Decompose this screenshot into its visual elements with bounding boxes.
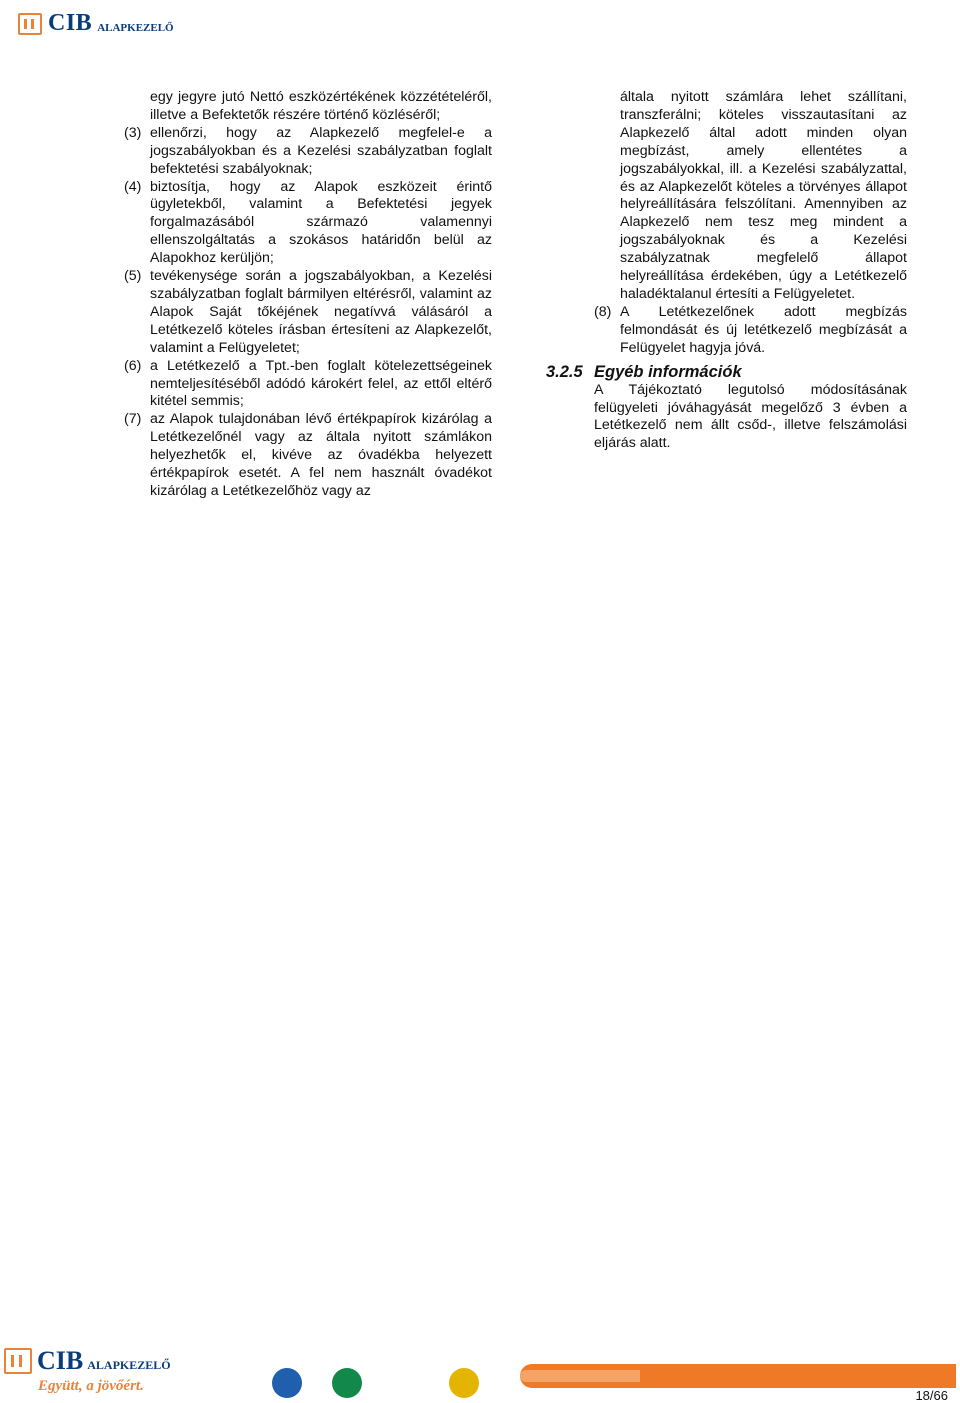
list-item — [124, 358, 492, 412]
green-dot-decoration — [332, 1368, 362, 1398]
footer-slogan: Együtt, a jövőért. — [38, 1378, 144, 1394]
header-logo — [18, 10, 174, 37]
yellow-dot-decoration — [449, 1368, 479, 1398]
logo-text: CIB — [48, 10, 93, 36]
item-text: a Letétkezelő a Tpt.-ben foglalt kötelezettségeinek nemteljesítéséből adódó károkért felel, az ettől eltérő kitétel semmis; — [150, 357, 492, 410]
section-number: 3.2.5 — [546, 362, 583, 381]
item-text: ellenőrzi, hogy az Alapkezelő megfelel-e a jogszabályokban és a Kezelési szabályzatban foglalt befektetési szabályoknak; — [150, 124, 492, 177]
cib-logo-icon — [18, 13, 42, 35]
footer-logo-text: CIB — [37, 1346, 84, 1375]
item-text: tevékenysége során a jogszabályokban, a Kezelési szabályzatban foglalt bármilyen eltérésről, valamint az Alapok Saját tőkéjének negatívvá válásáról a Letétkezelő köteles írásban értesíteni az Alapkezelőt, valamint a Felügyeletet; — [150, 268, 492, 356]
footer-logo — [4, 1346, 174, 1400]
footer-logo-subtitle: ALAPKEZELŐ — [87, 1357, 171, 1372]
list-item — [594, 304, 907, 358]
list-item — [124, 268, 492, 358]
page-number: 18/66 — [915, 1388, 948, 1403]
footer-stripe — [520, 1364, 956, 1388]
list-item — [124, 179, 492, 269]
logo-subtitle: ALAPKEZELŐ — [97, 21, 174, 34]
item-number: (4) — [124, 178, 142, 195]
section-title: Egyéb információk — [594, 362, 742, 381]
item-text: biztosítja, hogy az Alapok eszközeit érintő ügyletekből, valamint a Befektetési jegyek forgalmazásából származó valamennyi ellenszolgáltatás a szokásos határidőn belül az Alapokhoz kerüljön; — [150, 178, 492, 267]
item-number: (3) — [124, 124, 142, 141]
section-heading — [546, 362, 907, 382]
item-number: (8) — [594, 303, 612, 320]
continuation-paragraph: általa nyitott számlára lehet szállítani, transzferálni; köteles visszautasítani az Alapkezelő által adott minden olyan megbízást, amely ellentétes a jogszabályokkal, ill. a Kezelési szabályzattal, és az Alapkezelőt köteles a törvényes állapot helyreállítására felszólítani. Amennyiben az Alapkezelő nem tesz meg mindent a jogszabályoknak és a Kezelési szabályzatnak megfelelő állapot helyreállítása érdekében, úgy a Letétkezelő haladéktalanul értesíti a Felügyeletet. — [620, 89, 907, 302]
left-column — [124, 89, 492, 501]
blue-dot-decoration — [272, 1368, 302, 1398]
list-item — [124, 125, 492, 179]
item-text: A Letétkezelőnek adott megbízás felmondását és új letétkezelő megbízását a Felügyelet hagyja jóvá. — [620, 303, 907, 356]
item-number: (6) — [124, 357, 142, 374]
right-column — [546, 89, 907, 453]
list-item — [124, 411, 492, 501]
item-number: (7) — [124, 411, 142, 428]
item-number: (5) — [124, 268, 142, 285]
cib-logo-icon — [4, 1348, 32, 1374]
intro-paragraph: egy jegyre jutó Nettó eszközértékének közzétételéről, illetve a Befektetők részére történő közléséről; — [150, 89, 492, 123]
item-text: az Alapok tulajdonában lévő értékpapírok kizárólag a Letétkezelőnél vagy az általa nyitott számlákon helyezhetők el, kivéve az óvadékba helyezett értékpapírok esetét. A fel nem használt óvadékot kizárólag a Letétkezelőhöz vagy az — [150, 411, 492, 499]
section-paragraph: A Tájékoztató legutolsó módosításának felügyeleti jóváhagyását megelőző 3 évben a Letétkezelő nem állt csőd-, illetve felszámolási eljárás alatt. — [594, 381, 907, 452]
